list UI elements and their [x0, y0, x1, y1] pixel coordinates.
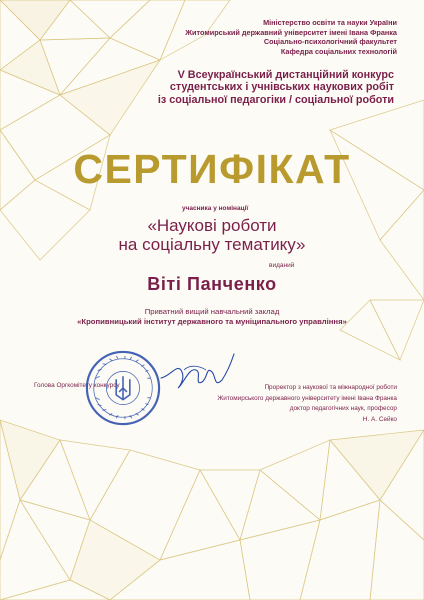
institution-line-2: «Кропивницький інститут державного та муніципального управління»	[77, 317, 347, 326]
university-line: Житомирський державний університет імені Івана Франка	[185, 27, 397, 37]
institution-line-1: Приватний вищий навчальний заклад	[144, 307, 280, 316]
signatory-name: Н. А. Сейко	[362, 415, 397, 423]
official-stamp	[84, 349, 162, 427]
vice-rector-signatory	[217, 383, 397, 425]
signatory-university: Житомирського державного університету імені Івана Франка	[217, 394, 397, 402]
signatory-position: Проректор з наукової та міжнародної роботи	[264, 384, 397, 391]
recipient-institution	[0, 307, 424, 327]
faculty-line: Соціально-психологічний факультет	[263, 37, 397, 47]
signatory-degree: доктор педагогічних наук, професор	[289, 405, 397, 413]
nomination	[0, 216, 424, 254]
contest-line-2: студентських і учнівських наукових робіт	[169, 81, 394, 94]
department-line: Кафедра соціальних технологій	[280, 46, 397, 56]
nomination-line-1: «Наукові роботи	[147, 216, 277, 235]
nomination-line-2: на соціальну тематику»	[118, 235, 306, 254]
recipient-name: Віті Панченко	[147, 274, 277, 294]
committee-head-label: Голова Оргкомітету конкурсу	[34, 382, 120, 389]
certificate-title: СЕРТИФІКАТ	[73, 146, 351, 192]
contest-line-1: V Всеукраїнський дистанційний конкурс	[177, 69, 394, 81]
issuer-header	[185, 18, 397, 56]
issued-label: виданий	[269, 262, 295, 269]
contest-line-3: із соціальної педагогіки / соціальної роботи	[157, 93, 394, 106]
participant-label: учасника у номінації	[182, 205, 249, 212]
ministry-line: Міністерство освіти та науки України	[263, 18, 397, 27]
contest-title	[158, 69, 394, 106]
